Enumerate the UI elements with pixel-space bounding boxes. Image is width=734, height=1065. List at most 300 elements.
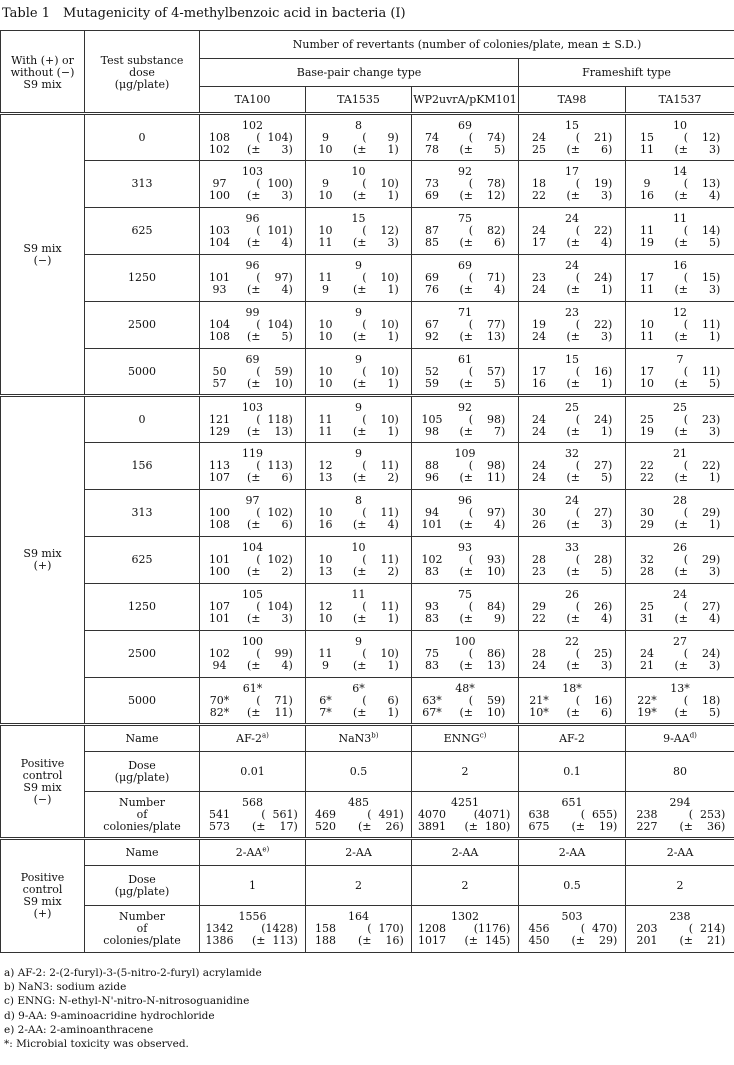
count-line — [519, 237, 625, 249]
count-line — [200, 935, 305, 947]
footnote-marker: d) — [689, 730, 697, 739]
count-line — [412, 132, 518, 144]
sd-value: 4 — [281, 659, 289, 672]
bracket-close: ) — [721, 934, 726, 947]
bracket-open: ( — [256, 647, 261, 660]
sd-value: 3 — [601, 330, 608, 343]
bracket-close: ) — [608, 600, 613, 613]
bracket-open: (± — [459, 189, 473, 202]
plate-count: 88 — [425, 459, 439, 472]
bracket-open: ( — [468, 318, 473, 331]
count-line — [200, 695, 305, 707]
revertant-cell — [626, 208, 734, 255]
count-line — [200, 660, 305, 672]
count-line — [200, 132, 305, 144]
mean-value: 11 — [380, 459, 395, 472]
bracket-close: ) — [394, 283, 399, 296]
count-line — [200, 378, 305, 390]
plate-count: 11 — [640, 283, 655, 296]
plate-count: 94 — [425, 506, 439, 519]
plate-count: 107 — [209, 600, 230, 613]
plate-count: 24 — [532, 224, 546, 237]
group-label-line: S9 mix — [23, 895, 62, 908]
s9-group-label — [1, 396, 85, 725]
mean-value: 24 — [594, 412, 608, 426]
control-dose: 0.5 — [519, 866, 626, 906]
bracket-close: ) — [721, 819, 726, 833]
bracket-open: (± — [246, 236, 261, 249]
count-line — [200, 284, 305, 296]
bracket-open: (± — [352, 283, 367, 296]
bracket-open: ( — [575, 647, 580, 660]
bracket-close: ) — [288, 612, 293, 625]
sd-value: 6 — [281, 518, 289, 531]
bracket-open: (± — [352, 518, 367, 531]
bracket-close: ) — [394, 565, 399, 578]
dose-value: 0 — [85, 114, 200, 161]
bracket-open: (± — [674, 236, 689, 249]
sd-value: 4 — [709, 189, 717, 202]
bracket-close: ) — [608, 565, 613, 578]
bracket-close: ) — [394, 412, 399, 426]
count-line — [519, 366, 625, 378]
count-line — [626, 821, 734, 833]
bracket-close: ) — [501, 177, 506, 190]
bracket-open: (± — [566, 283, 580, 296]
count-line — [306, 566, 411, 578]
plate-count: 24 — [673, 588, 688, 601]
bracket-open: ( — [256, 600, 261, 613]
header-line: (μg/plate) — [114, 77, 170, 91]
bracket-open: ( — [367, 807, 372, 821]
bracket-open: ( — [256, 553, 261, 566]
bracket-close: ) — [288, 647, 293, 660]
mean-value: 14 — [702, 224, 717, 237]
bracket-close: ) — [716, 705, 721, 719]
bracket-close: ) — [608, 705, 613, 719]
plate-count: 12 — [673, 306, 688, 319]
header-line: S9 mix — [23, 77, 62, 91]
count-line — [412, 414, 518, 426]
mean-value: 118 — [267, 412, 289, 426]
bracket-open: (± — [352, 424, 367, 438]
count-line — [306, 426, 411, 438]
bracket-close: ) — [716, 364, 721, 378]
revertant-cell — [626, 349, 734, 396]
count-line — [519, 132, 625, 144]
bracket-close: ) — [288, 659, 293, 672]
sd-value: 7 — [494, 424, 501, 438]
bracket-close: ) — [501, 142, 506, 156]
plate-count: 92 — [458, 400, 472, 414]
mean-value: 82 — [487, 224, 501, 237]
dose-row — [1, 349, 734, 396]
sd-value: 26 — [385, 819, 400, 833]
revertant-cell — [306, 302, 412, 349]
plate-count: 201 — [636, 934, 658, 947]
count-line — [626, 402, 734, 414]
count-line — [306, 707, 411, 719]
footnote-marker: a) — [261, 730, 269, 739]
count-line — [306, 935, 411, 947]
bracket-close: ) — [288, 189, 293, 202]
plate-count: 104 — [209, 236, 230, 249]
mean-value: 10 — [380, 647, 395, 660]
count-line — [626, 660, 734, 672]
group-label-line: (−) — [33, 792, 52, 806]
sd-value: 3 — [281, 612, 289, 625]
bracket-open: ( — [468, 553, 473, 566]
mean-value: 655 — [592, 807, 613, 821]
bracket-close: ) — [394, 471, 399, 484]
count-line — [412, 120, 518, 132]
plate-count: 97 — [245, 494, 260, 507]
count-line — [306, 144, 411, 156]
control-name-row — [1, 839, 734, 866]
mean-value: 6 — [387, 693, 395, 707]
revertant-cell — [412, 161, 519, 208]
sd-value: 29 — [599, 934, 613, 947]
bracket-open: ( — [362, 647, 367, 660]
plate-count: 503 — [561, 910, 583, 923]
bracket-close: ) — [608, 330, 613, 343]
bracket-open: ( — [683, 130, 689, 144]
count-line — [626, 426, 734, 438]
plate-count: 96 — [458, 494, 472, 507]
plate-count: 69 — [458, 259, 472, 272]
sd-value: 10 — [274, 376, 289, 390]
bracket-close: ) — [501, 376, 506, 390]
plate-count: 92 — [458, 165, 472, 178]
count-line — [306, 821, 411, 833]
sd-value: 9 — [494, 612, 501, 625]
revertant-cell — [626, 584, 734, 631]
mean-value: 97 — [274, 271, 289, 284]
dose-label-line: Dose — [128, 872, 156, 886]
revertant-cell — [306, 443, 412, 490]
plate-count: 83 — [425, 565, 439, 578]
revertant-cell — [200, 584, 306, 631]
plate-count: 87 — [425, 224, 439, 237]
mean-value: 19 — [594, 177, 608, 190]
bracket-open: (± — [459, 659, 473, 672]
sd-value: 6 — [281, 471, 289, 484]
plate-count: 27 — [673, 635, 688, 648]
bracket-open: (± — [246, 189, 261, 202]
bracket-close: ) — [716, 424, 721, 438]
mean-value: 10 — [380, 364, 395, 378]
bracket-open: (± — [566, 424, 580, 438]
bracket-close: ) — [288, 553, 293, 566]
bracket-close: ) — [399, 807, 404, 821]
bracket-open: ( — [683, 271, 689, 284]
mean-value: 101 — [267, 224, 289, 237]
plate-count: 28 — [640, 565, 655, 578]
plate-count: 33 — [565, 541, 579, 554]
count-line — [519, 144, 625, 156]
mean-value: 18 — [702, 693, 717, 707]
bracket-close: ) — [716, 600, 721, 613]
count-line — [200, 354, 305, 366]
sd-value: 145 — [485, 934, 506, 947]
table-body — [1, 31, 734, 953]
mean-value: 214 — [700, 922, 722, 935]
bracket-close: ) — [716, 506, 721, 519]
count-line — [200, 414, 305, 426]
revertant-cell — [519, 490, 626, 537]
sd-value: 6 — [494, 236, 501, 249]
plate-count: 69 — [458, 118, 472, 132]
plate-count: 23 — [532, 271, 546, 284]
bracket-open: (± — [352, 705, 367, 719]
bracket-open: (± — [459, 283, 473, 296]
plate-count: 11 — [640, 330, 655, 343]
plate-count: 93 — [458, 541, 472, 554]
plate-count: 9 — [355, 400, 362, 414]
plate-count: 9 — [322, 130, 329, 144]
count-line — [200, 519, 305, 531]
bracket-open: ( — [468, 130, 473, 144]
dose-row — [1, 443, 734, 490]
bracket-open: ( — [683, 459, 689, 472]
bracket-open: (± — [566, 236, 580, 249]
plate-count: 10 — [318, 318, 333, 331]
dose-row — [1, 584, 734, 631]
bracket-open: ( — [683, 224, 689, 237]
bracket-close: ) — [394, 459, 399, 472]
count-line — [626, 707, 734, 719]
count-line — [200, 821, 305, 833]
count-line — [412, 519, 518, 531]
mean-value: 12 — [380, 224, 395, 237]
bracket-close: ) — [608, 376, 613, 390]
plate-count: 10 — [318, 506, 333, 519]
mean-value: 74 — [487, 130, 501, 144]
count-line — [200, 402, 305, 414]
count-line — [519, 519, 625, 531]
revertant-cell — [412, 349, 519, 396]
sd-value: 1 — [387, 376, 395, 390]
plate-count: 105 — [421, 412, 443, 426]
sd-value: 6 — [601, 142, 608, 156]
bracket-open: (± — [352, 236, 367, 249]
dose-value: 1250 — [85, 255, 200, 302]
bracket-open: ( — [683, 506, 689, 519]
bracket-open: ( — [256, 364, 261, 378]
revertant-cell — [412, 631, 519, 678]
plate-count: 103 — [242, 165, 263, 178]
control-dose: 0.5 — [306, 752, 412, 792]
plate-count: 22 — [532, 189, 546, 202]
revertant-cell — [412, 302, 519, 349]
plate-count: 113 — [209, 459, 230, 472]
mean-value: 100 — [267, 177, 289, 190]
plate-count: 1017 — [418, 934, 446, 947]
sd-value: 10 — [487, 565, 501, 578]
sd-value: 3 — [601, 659, 608, 672]
plate-count: 10 — [318, 364, 333, 378]
bracket-close: ) — [501, 600, 506, 613]
count-line — [626, 284, 734, 296]
count-line — [306, 354, 411, 366]
plate-count: 93 — [212, 283, 227, 296]
bracket-close: ) — [501, 647, 506, 660]
sd-value: 17 — [279, 819, 294, 833]
bracket-open: (± — [674, 705, 689, 719]
bracket-close: ) — [608, 236, 613, 249]
bracket-open: ( — [256, 459, 261, 472]
count-line — [412, 613, 518, 625]
plate-count: 29 — [532, 600, 546, 613]
bracket-close: ) — [721, 922, 726, 935]
bracket-open: (± — [679, 934, 694, 947]
sd-value: 3 — [601, 189, 608, 202]
mutagenicity-table — [0, 30, 734, 953]
mean-value: 28 — [594, 553, 608, 566]
control-substance-name — [519, 725, 626, 752]
count-line — [519, 821, 625, 833]
count-line — [306, 809, 411, 821]
plate-count: 10 — [640, 376, 655, 390]
mean-value: 11 — [380, 553, 395, 566]
bracket-open: (± — [352, 565, 367, 578]
bracket-open: (± — [674, 471, 689, 484]
count-line — [519, 354, 625, 366]
bracket-open: (± — [357, 934, 372, 947]
count-line — [412, 695, 518, 707]
footnote: e) 2-AA: 2-aminoanthracene — [4, 1023, 154, 1036]
bracket-open: ( — [256, 224, 261, 237]
count-label-line: Number — [119, 910, 165, 923]
plate-count: 50 — [212, 364, 227, 378]
revertant-cell — [306, 161, 412, 208]
footnote: c) ENNG: N-ethyl-N'-nitro-N-nitrosoguanidine — [4, 995, 250, 1008]
count-line — [412, 797, 518, 809]
bracket-open: (± — [464, 819, 478, 833]
control-substance-name — [626, 725, 734, 752]
bracket-open: (± — [459, 471, 473, 484]
bracket-open: ( — [575, 693, 580, 707]
bracket-close: ) — [288, 376, 293, 390]
plate-count: 100 — [454, 635, 476, 648]
count-label-line: colonies/plate — [103, 934, 181, 947]
count-line — [306, 414, 411, 426]
revertant-cell — [626, 161, 734, 208]
sd-value: 1 — [709, 330, 717, 343]
count-line — [519, 378, 625, 390]
bracket-close: ) — [608, 424, 613, 438]
footnote-marker: c) — [479, 730, 487, 739]
count-line — [412, 402, 518, 414]
count-line — [306, 472, 411, 484]
bracket-open: ( — [580, 807, 585, 821]
count-line — [306, 695, 411, 707]
bracket-open: (± — [566, 471, 580, 484]
plate-count: 16 — [532, 376, 546, 390]
control-dose-row — [1, 866, 734, 906]
count-line — [626, 190, 734, 202]
plate-count: 158 — [315, 922, 336, 935]
sd-value: 3 — [709, 424, 717, 438]
sd-value: 4 — [601, 236, 608, 249]
mean-value: 10 — [380, 177, 395, 190]
count-line — [412, 331, 518, 343]
sd-value: 1 — [387, 705, 395, 719]
plate-count: 1556 — [238, 910, 267, 923]
count-line — [626, 695, 734, 707]
bracket-open: ( — [580, 922, 585, 935]
revertant-cell — [519, 161, 626, 208]
bracket-close: ) — [716, 142, 721, 156]
plate-count: 568 — [242, 795, 263, 809]
control-substance-name — [412, 725, 519, 752]
bracket-open: (± — [674, 189, 689, 202]
plate-count: 102 — [242, 118, 263, 132]
plate-count: 26 — [673, 541, 688, 554]
mean-value: 27 — [702, 600, 717, 613]
bracket-close: ) — [288, 693, 293, 707]
plate-count: 238 — [669, 910, 691, 923]
count-line — [200, 366, 305, 378]
mean-value: 77 — [487, 318, 501, 331]
sd-value: 5 — [281, 330, 289, 343]
plate-count: 9 — [355, 306, 362, 319]
bracket-close: ) — [608, 459, 613, 472]
plate-count: 21 — [640, 659, 655, 672]
plate-count: 28 — [532, 553, 546, 566]
count-line — [626, 683, 734, 695]
plate-count: 69 — [425, 189, 439, 202]
count-line — [200, 144, 305, 156]
mean-value: 16 — [594, 364, 608, 378]
bracket-open: (± — [566, 659, 580, 672]
plate-count: 203 — [636, 922, 658, 935]
control-count-row — [1, 906, 734, 953]
plate-count: 238 — [636, 807, 658, 821]
bracket-open: ( — [575, 318, 580, 331]
plate-count: 24 — [532, 283, 546, 296]
plate-count: 10 — [318, 330, 333, 343]
dose-row — [1, 161, 734, 208]
mean-value: 10 — [380, 318, 395, 331]
dose-value: 1250 — [85, 584, 200, 631]
bracket-open: (± — [674, 424, 689, 438]
footnote-marker: e) — [262, 844, 270, 853]
bracket-open: (± — [464, 934, 478, 947]
mean-value: 9 — [387, 130, 395, 144]
bracket-close: ) — [716, 376, 721, 390]
sd-value: 2 — [387, 471, 395, 484]
bracket-close: ) — [716, 189, 721, 202]
revertant-cell — [626, 490, 734, 537]
mean-value: 24 — [594, 271, 608, 284]
plate-count: 9 — [355, 635, 362, 648]
plate-count: 100 — [209, 189, 230, 202]
bracket-open: (± — [357, 819, 372, 833]
plate-count: 541 — [209, 807, 230, 821]
revertant-cell — [519, 537, 626, 584]
bracket-close: ) — [716, 659, 721, 672]
group-label-line: (+) — [33, 559, 52, 572]
sd-value: 3 — [709, 283, 717, 296]
dose-row — [1, 490, 734, 537]
bracket-close: ) — [394, 659, 399, 672]
count-line — [306, 613, 411, 625]
control-group-label — [1, 725, 85, 839]
bracket-open: (± — [674, 659, 689, 672]
bracket-close: ) — [394, 693, 399, 707]
header-row — [1, 31, 734, 59]
